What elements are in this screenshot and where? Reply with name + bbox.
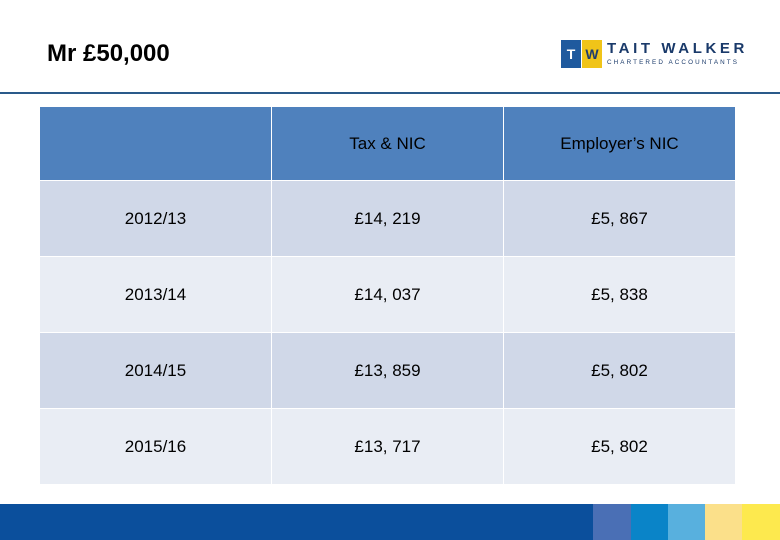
table-row bbox=[40, 181, 736, 257]
tax-nic-cell: £14, 037 bbox=[272, 257, 504, 333]
table-row bbox=[40, 333, 736, 409]
year-cell: 2013/14 bbox=[40, 257, 272, 333]
footer-band-segment bbox=[705, 504, 742, 540]
tax-nic-cell: £13, 859 bbox=[272, 333, 504, 409]
tax-nic-cell: £14, 219 bbox=[272, 181, 504, 257]
employers-nic-cell: £5, 867 bbox=[504, 181, 736, 257]
logo-mark-t: T bbox=[561, 40, 581, 68]
year-cell: 2014/15 bbox=[40, 333, 272, 409]
logo-mark-w: W bbox=[582, 40, 602, 68]
footer-band-segment bbox=[0, 504, 593, 540]
table-row bbox=[40, 257, 736, 333]
footer-band-segment bbox=[593, 504, 631, 540]
footer-color-band bbox=[0, 504, 780, 540]
header-cell-year bbox=[40, 107, 272, 181]
header-cell-tax-nic: Tax & NIC bbox=[272, 107, 504, 181]
employers-nic-cell: £5, 838 bbox=[504, 257, 736, 333]
footer-band-segment bbox=[742, 504, 780, 540]
slide-title: Mr £50,000 bbox=[47, 40, 170, 67]
header-divider bbox=[0, 92, 780, 94]
table-header-row bbox=[40, 107, 736, 181]
tax-nic-cell: £13, 717 bbox=[272, 409, 504, 485]
tax-table bbox=[39, 106, 736, 485]
footer-band-segment bbox=[631, 504, 668, 540]
header-cell-employers-nic: Employer’s NIC bbox=[504, 107, 736, 181]
logo-tagline: CHARTERED ACCOUNTANTS bbox=[607, 59, 740, 66]
employers-nic-cell: £5, 802 bbox=[504, 333, 736, 409]
logo-name: TAIT WALKER bbox=[607, 40, 748, 57]
year-cell: 2015/16 bbox=[40, 409, 272, 485]
employers-nic-cell: £5, 802 bbox=[504, 409, 736, 485]
year-cell: 2012/13 bbox=[40, 181, 272, 257]
footer-band-segment bbox=[668, 504, 705, 540]
tait-walker-logo bbox=[561, 40, 761, 70]
table-row bbox=[40, 409, 736, 485]
